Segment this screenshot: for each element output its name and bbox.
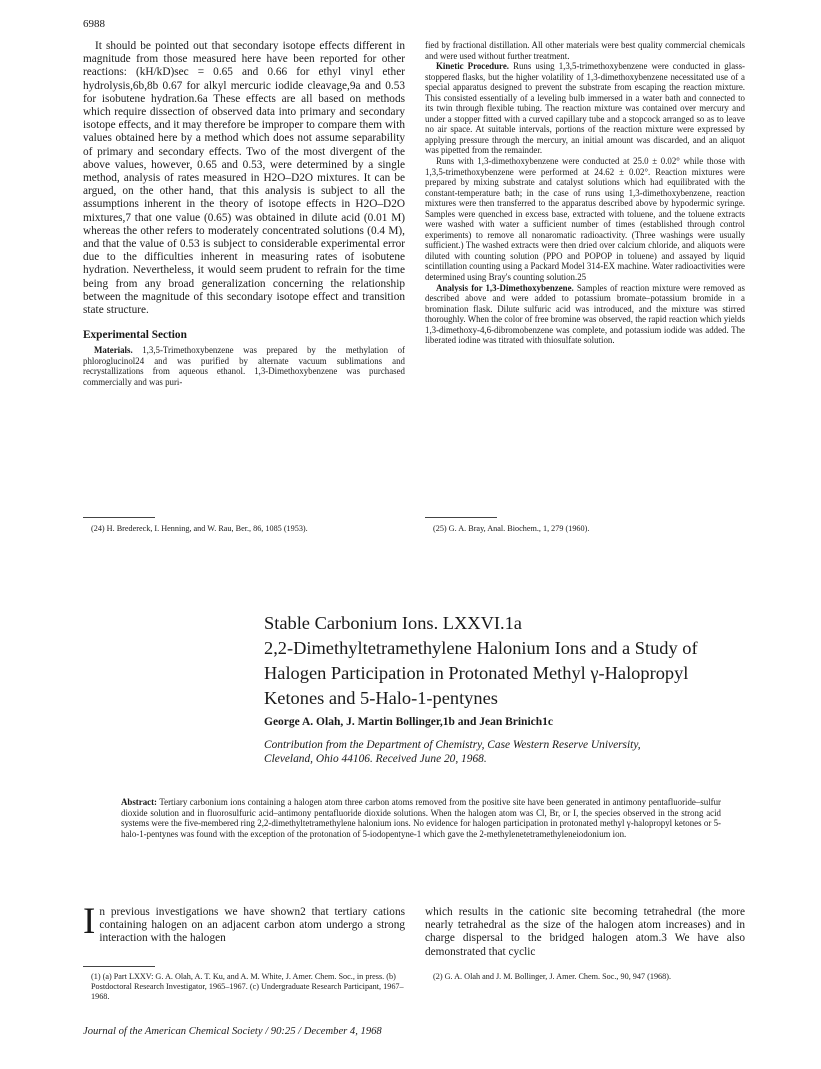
abstract-label: Abstract: <box>121 797 157 807</box>
left-column <box>83 40 405 387</box>
materials-run-in-head: Materials. <box>94 345 133 356</box>
isotope-effects-paragraph: It should be pointed out that secondary isotope effects different in magnitude from those measured here have been reported for other reactions: (kH/kD)sec = 0.65 and 0.66 for ethyl vinyl ether hydrolysis,6b,8b 0.67 for alkyl mercuric iodide cleavage,9a and 0.53 for isobutene hydration.6a These effects are all based on methods which require dissection of observed data into primary and secondary isotope effects, and it may therefore be improper to compare them with values obtained here by a method which does not assume separability of primary and secondary effects. Two of the most divergent of the above values, however, 0.65 and 0.53, were determined by a single method, analysis of rates measured in H2O–D2O mixtures. It can be argued, on the other hand, that this analysis is subject to all the assumptions inherent in the theory of isotope effects in H2O–D2O mixtures,7 that one value (0.65) was obtained in dilute acid (0.01 M) whereas the other refers to moderately concentrated solutions (0.4 M), and that the value of 0.53 is subject to considerable experimental error due to the difficulties inherent in measuring rates of isobutene hydration. Nevertheless, it would seem prudent to refrain for the time being from any broad generalization concerning the relationship between the magnitude of this secondary isotope effect and transition state structure. <box>83 40 405 317</box>
abstract <box>121 797 721 839</box>
intro-paragraph-continuation: which results in the cationic site becoming tetrahedral (the more nearly tetrahedral as the size of the halogen atom increases) and in charge dispersal to the bridged halogen atom.3 We have also demonstrated that cyclic <box>425 906 745 958</box>
analysis-run-in-head: Analysis for 1,3-Dimethoxybenzene. <box>436 282 574 293</box>
intro-left-column <box>83 901 405 946</box>
materials-paragraph <box>83 345 405 387</box>
footnote-2: (2) G. A. Olah and J. M. Bollinger, J. Amer. Chem. Soc., 90, 947 (1968). <box>433 972 671 981</box>
analysis-paragraph <box>425 283 745 346</box>
title-line-4: Ketones and 5-Halo-1-pentynes <box>264 688 498 708</box>
runs-paragraph: Runs with 1,3-dimethoxybenzene were conducted at 25.0 ± 0.02° while those with 1,3,5-trimethoxybenzene were performed at 24.62 ± 0.02°. Reaction mixtures were prepared by mixing substrate and catalyst solutions which had equilibrated with the constant-temperature bath; in the case of runs using 1,3-dimethoxybenzene, reaction mixtures were then transferred to the apparatus described above by hypodermic syringe. Samples were quenched in excess base, extracted with toluene, and the toluene extracts were washed with water a sufficient number of times (established through control experiments) to remove all nonaromatic radioactivity. (Three washings were usually sufficient.) The washed extracts were then dried over calcium chloride, and aliquots were diluted with counting solution (PPO and POPOP in toluene) and assayed by liquid scintillation counting using a Packard Model 314-EX machine. Water radioactivities were determined using Bray's counting solution.25 <box>425 156 745 283</box>
title-line-3: Halogen Participation in Protonated Methyl γ-Halopropyl <box>264 663 689 683</box>
title-line-2: 2,2-Dimethyltetramethylene Halonium Ions and a Study of <box>264 638 698 658</box>
kinetic-text: Runs using 1,3,5-trimethoxybenzene were conducted in glass-stoppered flasks, but the higher volatility of 1,3-dimethoxybenzene necessitated use of a special apparatus designed to prevent the substrate from escaping the reaction mixture. This consisted essentially of a leveling bulb immersed in a water bath and connected to its twin through flexible tubing. The reaction mixture was contained over mercury and under a stopper fitted with a curved capillary tube and a stopcock arranged so as to leave no air space. At suitable intervals, portions of the reaction mixture were expressed by applying pressure through the mercury, an initial amount was discarded, and an aliquot was pipetted from the remainder. <box>425 61 745 156</box>
kinetic-procedure-paragraph <box>425 61 745 156</box>
kinetic-run-in-head: Kinetic Procedure. <box>436 61 509 72</box>
affiliation-line-2: Cleveland, Ohio 44106. Received June 20, 1968. <box>264 753 487 765</box>
drop-cap: I <box>83 901 96 942</box>
intro-paragraph-start <box>83 901 405 946</box>
footnote-24: (24) H. Bredereck, I. Henning, and W. Rau, Ber., 86, 1085 (1953). <box>91 524 308 533</box>
intro-left-text: n previous investigations we have shown2 that tertiary cations containing halogen on an adjacent carbon atom undergo a strong interaction with the halogen <box>99 906 405 945</box>
materials-continuation: fied by fractional distillation. All other materials were best quality commercial chemicals and were used without further treatment. <box>425 40 745 61</box>
right-column <box>425 40 745 346</box>
authors: George A. Olah, J. Martin Bollinger,1b and Jean Brinich1c <box>264 716 553 728</box>
footnote-1: (1) (a) Part LXXV: G. A. Olah, A. T. Ku, and A. M. White, J. Amer. Chem. Soc., in press. (b) Postdoctoral Research Investigator, 1965–1967. (c) Undergraduate Research Participant, 1967–1968. <box>91 972 404 1001</box>
analysis-text: Samples of reaction mixture were removed as described above and were added to potassium bromate–potassium bromide in a bromination flask. Dilute sulfuric acid was introduced, and the mixture was stirred thoroughly. When the color of free bromine was observed, the rapid reaction which yields 1,3-dimethoxy-4,6-dibromobenzene was complete, and potassium iodide was added. The liberated iodine was titrated with thiosulfate solution. <box>425 282 745 346</box>
footnote-rule-right <box>425 517 497 518</box>
page-number: 6988 <box>83 18 105 30</box>
footnote-rule-bottom-left <box>83 966 155 967</box>
affiliation <box>264 738 764 766</box>
title-line-1: Stable Carbonium Ions. LXXVI.1a <box>264 613 522 633</box>
article-title <box>264 611 764 711</box>
affiliation-line-1: Contribution from the Department of Chemistry, Case Western Reserve University, <box>264 739 641 751</box>
abstract-text: Tertiary carbonium ions containing a halogen atom three carbon atoms removed from the positive site have been generated in antimony pentafluoride–sulfur dioxide solution and in fluorosulfuric acid–antimony pentafluoride dioxide solutions. When the halogen atom was Cl, Br, or I, the species observed in the strong acid systems were the five-membered ring 2,2-dimethyltetramethylene halonium ions. No evidence for halogen participation in protonated methyl γ-halopropyl ketones or 5-halo-1-pentynes was found with the exception of the protonation of 5-iodopentyne-1 which gave the 2-methylenetetramethyleneiodonium ion. <box>121 797 722 839</box>
materials-text: 1,3,5-Trimethoxybenzene was prepared by the methylation of phloroglucinol24 and was purified by alternate vacuum sublimations and recrystallizations from aqueous ethanol. 1,3-Dimethoxybenzene was purchased commercially and was puri- <box>83 345 405 387</box>
footnote-rule-left <box>83 517 155 518</box>
intro-right-column <box>425 906 745 959</box>
journal-footer: Journal of the American Chemical Society / 90:25 / December 4, 1968 <box>83 1026 382 1037</box>
footnote-25: (25) G. A. Bray, Anal. Biochem., 1, 279 (1960). <box>433 524 590 533</box>
experimental-section-heading: Experimental Section <box>83 329 187 342</box>
